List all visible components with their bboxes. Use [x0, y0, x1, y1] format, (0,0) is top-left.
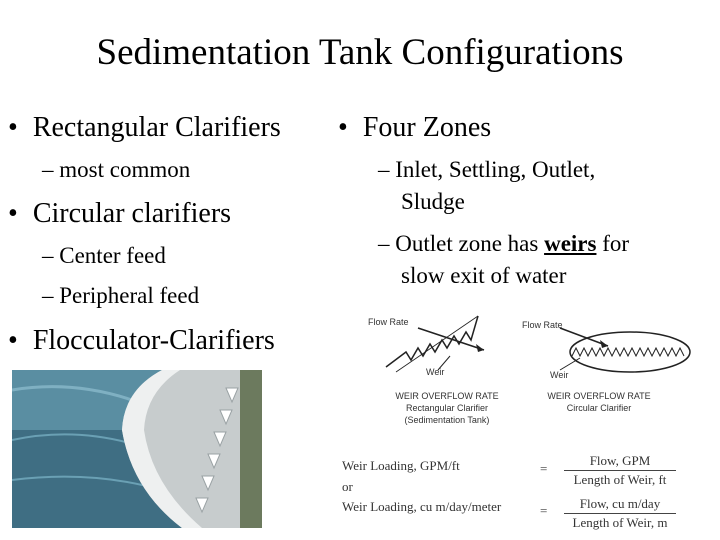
formula2-fraction — [564, 496, 676, 531]
circ-flow-label: Flow Rate — [522, 320, 563, 330]
rect-flow-label: Flow Rate — [368, 317, 409, 327]
bullet-flocculator-clarifiers — [8, 325, 275, 357]
subbullet-text: Inlet, Settling, Outlet, — [395, 157, 596, 182]
subbullet-peripheral-feed — [42, 281, 199, 311]
rect-caption-line3: (Sedimentation Tank) — [404, 415, 490, 425]
formula1-denominator: Length of Weir, ft — [573, 472, 667, 487]
weirs-emphasis: weirs — [544, 231, 597, 256]
circ-weir-diagram — [520, 312, 700, 422]
subbullet-zones-line2: Sludge — [401, 189, 465, 214]
bullet-glyph: • — [8, 112, 18, 143]
dash-glyph: – — [378, 231, 390, 256]
formula1-fraction-bar — [564, 470, 676, 471]
bullet-text: Rectangular Clarifiers — [32, 112, 281, 143]
subbullet-most-common — [42, 155, 190, 185]
dash-glyph: – — [42, 283, 54, 308]
formula2-numerator: Flow, cu m/day — [579, 496, 661, 511]
bullet-glyph: • — [8, 198, 18, 229]
circ-caption-line1: WEIR OVERFLOW RATE — [547, 391, 651, 401]
rect-caption-line1: WEIR OVERFLOW RATE — [395, 391, 499, 401]
subbullet-text: Peripheral feed — [59, 283, 200, 308]
slide-title: Sedimentation Tank Configurations — [96, 32, 624, 73]
bullet-rectangular-clarifiers — [8, 112, 281, 144]
rect-weir-label: Weir — [426, 367, 445, 377]
rect-caption-line2: Rectangular Clarifier — [405, 403, 489, 413]
subbullet-weirs-line2: slow exit of water — [401, 263, 567, 288]
dash-glyph: – — [378, 157, 390, 182]
bullet-circular-clarifiers — [8, 198, 231, 230]
bullet-text: Circular clarifiers — [32, 198, 232, 229]
formula1-left: Weir Loading, GPM/ft — [342, 458, 460, 473]
dash-glyph: – — [42, 243, 54, 268]
subbullet-center-feed — [42, 241, 166, 271]
bullet-glyph: • — [8, 325, 18, 356]
bullet-text: Four Zones — [362, 112, 492, 143]
bullet-four-zones — [338, 112, 491, 144]
subbullet-text: Outlet zone has — [395, 231, 545, 256]
weir-photo — [12, 370, 262, 528]
formula1-numerator: Flow, GPM — [589, 453, 651, 468]
formula2-denominator: Length of Weir, m — [572, 515, 668, 530]
subbullet-text: most common — [59, 157, 191, 182]
formula2-fraction-bar — [564, 513, 676, 514]
weir-photo-drawing — [12, 370, 262, 528]
circ-weir-label: Weir — [550, 370, 569, 380]
formula2-equals: = — [540, 503, 548, 518]
rect-weir-diagram — [366, 312, 526, 432]
circ-caption-line2: Circular Clarifier — [566, 403, 632, 413]
circ-caption — [534, 390, 664, 414]
bullet-glyph: • — [338, 112, 348, 143]
formula1-fraction — [564, 453, 676, 488]
subbullet-text: Center feed — [59, 243, 166, 268]
subbullet-text-tail: for — [596, 231, 630, 256]
rect-caption — [388, 390, 506, 426]
subbullet-weirs-line1 — [378, 229, 629, 259]
bullet-text: Flocculator-Clarifiers — [32, 325, 275, 356]
formula-or: or — [342, 479, 353, 494]
formula2-left: Weir Loading, cu m/day/meter — [342, 499, 502, 514]
subbullet-zones-line1 — [378, 155, 595, 185]
dash-glyph: – — [42, 157, 54, 182]
formula1-equals: = — [540, 461, 548, 476]
